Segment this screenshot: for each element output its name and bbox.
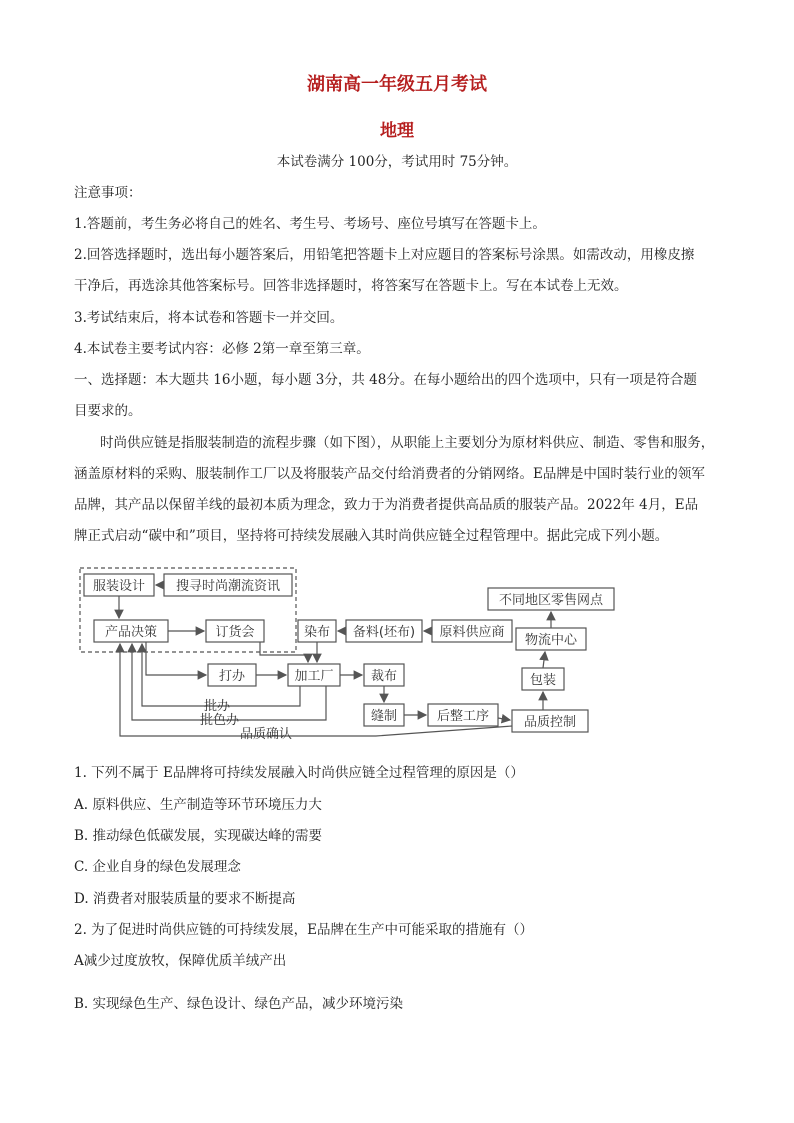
label-dye: 染布	[303, 625, 331, 640]
label-decision: 产品决策	[104, 625, 158, 640]
label-sample: 打办	[218, 669, 246, 684]
note-item: 1.答题前，考生务必将自己的姓名、考生号、考场号、座位号填写在答题卡上。	[74, 216, 546, 232]
arrow-pack-logistics	[543, 652, 545, 668]
label-factory: 加工厂	[294, 669, 334, 684]
passage-line: 涵盖原材料的采购、服装制作工厂以及将服装产品交付给消费者的分销网络。E品牌是中国时装行业的领军	[74, 466, 705, 482]
question-option: B. 推动绿色低碳发展，实现碳达峰的需要	[74, 828, 323, 844]
label-retail: 不同地区零售网点	[498, 593, 604, 608]
label-sew: 缝制	[370, 709, 398, 724]
label-order: 订货会	[215, 625, 255, 640]
label-confirm: 品质确认	[240, 727, 293, 740]
notes-heading: 注意事项：	[74, 185, 142, 201]
note-item: 干净后，再选涂其他答案标号。回答非选择题时，将答案写在答题卡上。写在本试卷上无效。	[74, 278, 628, 294]
question-option: C. 企业自身的绿色发展理念	[74, 859, 241, 875]
label-supplier: 原料供应商	[439, 625, 505, 640]
label-design: 服装设计	[92, 579, 146, 594]
label-finish: 后整工序	[436, 709, 490, 724]
section-heading-cont: 目要求的。	[74, 403, 142, 419]
passage-line: 品牌，其产品以保留羊线的最初本质为理念，致力于为消费者提供高品质的服装产品。2022年 4月，E品	[74, 497, 699, 513]
arrow-finish-qc	[498, 718, 510, 720]
note-item: 4.本试卷主要考试内容：必修 2第一章至第三章。	[74, 341, 370, 357]
arrow-decision-sample	[146, 642, 206, 675]
question-option: A. 原料供应、生产制造等环节环境压力大	[74, 797, 322, 813]
supply-chain-diagram	[76, 560, 616, 740]
note-item: 3.考试结束后，将本试卷和答题卡一并交回。	[74, 310, 344, 326]
label-cut: 裁布	[370, 669, 398, 684]
question-option: A减少过度放牧，保障优质羊绒产出	[74, 953, 287, 969]
question-option: B. 实现绿色生产、绿色设计、绿色产品，减少环境污染	[74, 996, 404, 1012]
passage-line: 时尚供应链是指服装制造的流程步骤（如下图），从职能上主要划分为原材料供应、制造、零售和服务，	[100, 435, 715, 451]
label-qc: 品质控制	[523, 715, 577, 730]
label-batch: 批办	[204, 699, 231, 714]
exam-info: 本试卷满分 100分，考试用时 75分钟。	[276, 154, 518, 170]
passage-line: 牌正式启动“碳中和”项目，坚持将可持续发展融入其时尚供应链全过程管理中。据此完成下列小题。	[74, 528, 669, 544]
question-stem: 2. 为了促进时尚供应链的可持续发展，E品牌在生产中可能采取的措施有（）	[74, 922, 534, 938]
label-color: 批色办	[200, 713, 240, 728]
exam-title: 湖南高一年级五月考试	[307, 74, 487, 95]
question-option: D. 消费者对服装质量的要求不断提高	[74, 891, 296, 907]
label-logistics: 物流中心	[524, 633, 578, 648]
section-heading: 一、选择题：本大题共 16小题，每小题 3分，共 48分。在每小题给出的四个选项中，只有一项是符合题	[74, 372, 697, 388]
label-trend: 搜寻时尚潮流资讯	[175, 579, 281, 594]
label-pack: 包装	[529, 673, 557, 688]
question-stem: 1. 下列不属于 E品牌将可持续发展融入时尚供应链全过程管理的原因是（）	[74, 765, 524, 781]
subject-title: 地理	[380, 121, 414, 141]
label-material: 备料(坯布)	[352, 625, 416, 640]
note-item: 2.回答选择题时，选出每小题答案后，用铅笔把答题卡上对应题目的答案标号涂黑。如需改动，用橡皮擦	[74, 247, 695, 263]
